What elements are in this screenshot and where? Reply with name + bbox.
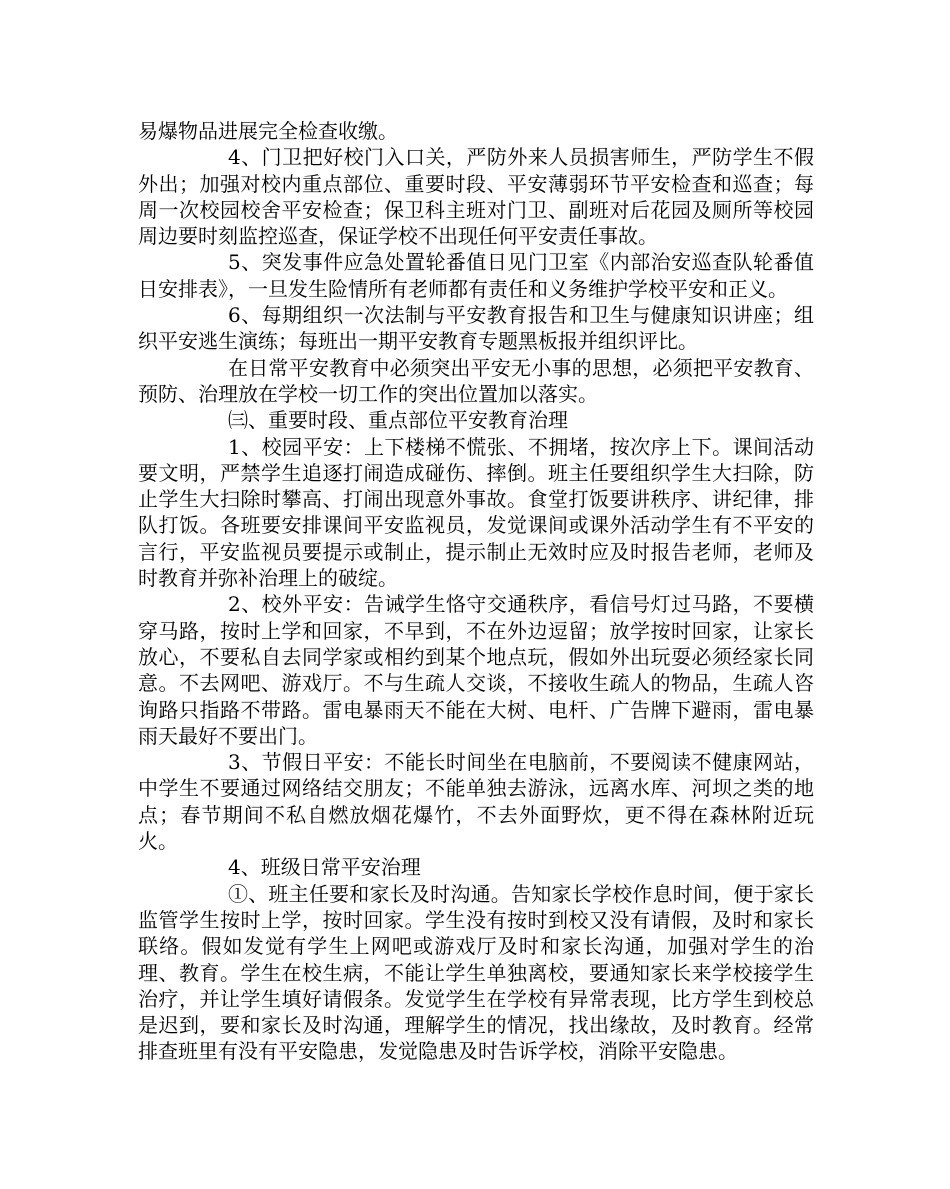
paragraph: 4、门卫把好校门入口关，严防外来人员损害师生，严防学生不假外出；加强对校内重点部位、重要时段、平安薄弱环节平安检查和巡查；每周一次校园校舍平安检查；保卫科主班对门卫、副班对后花园及厕所等校园周边要时刻监控巡查，保证学校不出现任何平安责任事故。 bbox=[138, 145, 814, 249]
subsection-heading: 4、班级日常平安治理 bbox=[228, 855, 421, 880]
paragraph: 1、校园平安：上下楼梯不慌张、不拥堵，按次序上下。课间活动要文明，严禁学生追逐打闹造成碰伤、摔倒。班主任要组织学生大扫除，防止学生大扫除时攀高、打闹出现意外事故。食堂打饭要讲秩序、讲纪律，排队打饭。各班要安排课间平安监视员，发觉课间或课外活动学生有不平安的言行，平安监视员要提示或制止，提示制止无效时应及时报告老师，老师及时教育并弥补治理上的破绽。 bbox=[138, 434, 814, 591]
paragraph: 3、节假日平安：不能长时间坐在电脑前，不要阅读不健康网站，中学生不要通过网络结交朋友；不能单独去游泳，远离水库、河坝之类的地点；春节期间不私自燃放烟花爆竹，不去外面野炊，更不得在森林附近玩火。 bbox=[138, 750, 814, 854]
paragraph: 5、突发事件应急处置轮番值日见门卫室《内部治安巡查队轮番值日安排表》，一旦发生险情所有老师都有责任和义务维护学校平安和正义。 bbox=[138, 250, 814, 301]
paragraph: 易爆物品进展完全检查收缴。 bbox=[138, 119, 398, 143]
paragraph: 6、每期组织一次法制与平安教育报告和卫生与健康知识讲座；组织平安逃生演练；每班出一期平安教育专题黑板报并组织评比。 bbox=[138, 303, 814, 354]
paragraph: ①、班主任要和家长及时沟通。告知家长学校作息时间，便于家长监管学生按时上学，按时回家。学生没有按时到校又没有请假，及时和家长联络。假如发觉有学生上网吧或游戏厅及时和家长沟通，加强对学生的治理、教育。学生在校生病，不能让学生单独离校，要通知家长来学校接学生治疗，并让学生填好请假条。发觉学生在学校有异常表现，比方学生到校总是迟到，要和家长及时沟通，理解学生的情况，找出缘故，及时教育。经常排查班里有没有平安隐患，发觉隐患及时告诉学校，消除平安隐患。 bbox=[138, 881, 814, 1064]
section-heading: ㈢、重要时段、重点部位平安教育治理 bbox=[228, 408, 568, 433]
paragraph: 2、校外平安：告诫学生恪守交通秩序，看信号灯过马路，不要横穿马路，按时上学和回家，不早到，不在外边逗留；放学按时回家，让家长放心，不要私自去同学家或相约到某个地点玩，假如外出玩耍必须经家长同意。不去网吧、游戏厅。不与生疏人交谈，不接收生疏人的物品，生疏人咨询路只指路不带路。雷电暴雨天不能在大树、电杆、广告牌下避雨，雷电暴雨天最好不要出门。 bbox=[138, 592, 814, 748]
paragraph: 在日常平安教育中必须突出平安无小事的思想，必须把平安教育、预防、治理放在学校一切工作的突出位置加以落实。 bbox=[138, 355, 814, 406]
document-body bbox=[138, 118, 814, 1065]
